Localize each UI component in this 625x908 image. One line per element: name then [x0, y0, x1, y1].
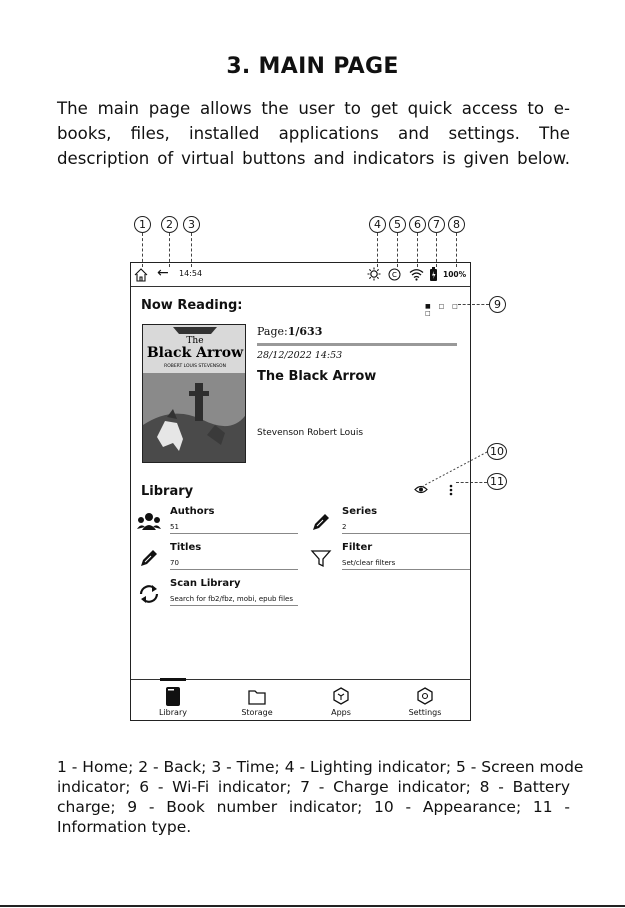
battery-icon[interactable] [429, 267, 438, 282]
cover-author: ROBERT LOUIS STEVENSON [164, 364, 226, 369]
library-item-label: Series [342, 506, 378, 517]
library-item-label: Titles [170, 542, 202, 553]
gear-icon [416, 685, 434, 707]
page-heading: 3. MAIN PAGE [226, 54, 399, 79]
pencil-icon [309, 512, 333, 532]
legend-paragraph [57, 757, 584, 837]
last-read-date: 28/12/2022 14:53 [257, 350, 343, 361]
nav-active-indicator [160, 678, 186, 681]
intro-line: The main page allows the user to get quick access to e- [57, 99, 570, 118]
legend-line: Information type. [57, 818, 192, 836]
library-item-series[interactable] [309, 506, 474, 538]
book-author: Stevenson Robert Louis [257, 428, 364, 438]
callout-6: 6 [409, 216, 426, 233]
back-arrow-icon[interactable]: ← [157, 265, 169, 281]
page-value: 1/633 [287, 325, 323, 338]
nav-apps[interactable] [299, 680, 383, 721]
nav-storage[interactable] [215, 680, 299, 721]
nav-library[interactable] [131, 680, 215, 721]
status-bar [131, 263, 470, 287]
filter-icon [309, 548, 333, 568]
lighting-icon[interactable] [367, 267, 381, 281]
library-item-value: 51 [170, 523, 298, 534]
page-label: Page: [257, 325, 288, 338]
footer-rule [0, 905, 625, 907]
library-heading: Library [141, 484, 194, 499]
library-item-label: Authors [170, 506, 215, 517]
bottom-nav [131, 679, 470, 720]
svg-text:C: C [392, 271, 397, 279]
callout-5: 5 [389, 216, 406, 233]
library-item-value: 70 [170, 559, 298, 570]
library-item-value: 2 [342, 523, 470, 534]
library-item-value: Search for fb2/fbz, mobi, epub files [170, 595, 298, 606]
library-item-scan[interactable] [137, 578, 302, 610]
legend-line: indicator; 6 - Wi-Fi indicator; 7 - Charge indicator; 8 - Battery [57, 778, 570, 796]
pencil-icon [137, 548, 161, 568]
page-info [257, 325, 322, 338]
nav-label: Apps [331, 708, 351, 717]
now-reading-heading: Now Reading: [141, 298, 243, 313]
folder-icon [248, 685, 266, 707]
cover-title: Black Arrow [146, 345, 244, 361]
nav-label: Storage [241, 708, 273, 717]
wifi-icon[interactable] [409, 268, 424, 281]
more-vert-icon[interactable] [448, 484, 454, 496]
screen-mode-icon[interactable] [388, 268, 401, 281]
callout-9: 9 [489, 296, 506, 313]
callout-11: 11 [487, 473, 507, 490]
callout-2: 2 [161, 216, 178, 233]
library-item-authors[interactable] [137, 506, 302, 538]
legend-line: 1 - Home; 2 - Back; 3 - Time; 4 - Lighting indicator; 5 - Screen mode [57, 758, 584, 776]
appearance-eye-icon[interactable] [414, 485, 428, 494]
callout-10: 10 [487, 443, 507, 460]
callout-8: 8 [448, 216, 465, 233]
cover-the: The [186, 336, 204, 346]
authors-icon [137, 512, 161, 532]
library-item-label: Filter [342, 542, 373, 553]
intro-paragraph [57, 96, 570, 171]
home-icon[interactable] [134, 268, 148, 282]
library-item-value: Set/clear filters [342, 559, 470, 570]
intro-line: description of virtual buttons and indicators is given below. [57, 149, 570, 168]
status-time: 14:54 [179, 269, 203, 278]
book-number-indicator[interactable]: ■ □ □ □ [425, 303, 461, 317]
battery-percent: 100% [443, 270, 467, 279]
device-screen [130, 262, 471, 721]
book-cover[interactable] [142, 324, 246, 463]
legend-line: charge; 9 - Book number indicator; 10 - Appearance; 11 - [57, 798, 570, 816]
callout-3: 3 [183, 216, 200, 233]
apps-icon [332, 685, 350, 707]
callout-1: 1 [134, 216, 151, 233]
book-title[interactable]: The Black Arrow [257, 369, 377, 384]
nav-label: Settings [408, 708, 442, 717]
book-icon [164, 685, 182, 707]
callout-7: 7 [428, 216, 445, 233]
library-item-filter[interactable] [309, 542, 474, 574]
nav-label: Library [159, 708, 187, 717]
reading-progress-bar [257, 343, 457, 346]
library-item-titles[interactable] [137, 542, 302, 574]
nav-settings[interactable] [383, 680, 467, 721]
book-cover-illustration [143, 325, 246, 463]
library-item-label: Scan Library [170, 578, 241, 589]
callout-4: 4 [369, 216, 386, 233]
sync-icon [137, 584, 161, 604]
intro-line: books, files, installed applications and settings. The [57, 124, 570, 143]
